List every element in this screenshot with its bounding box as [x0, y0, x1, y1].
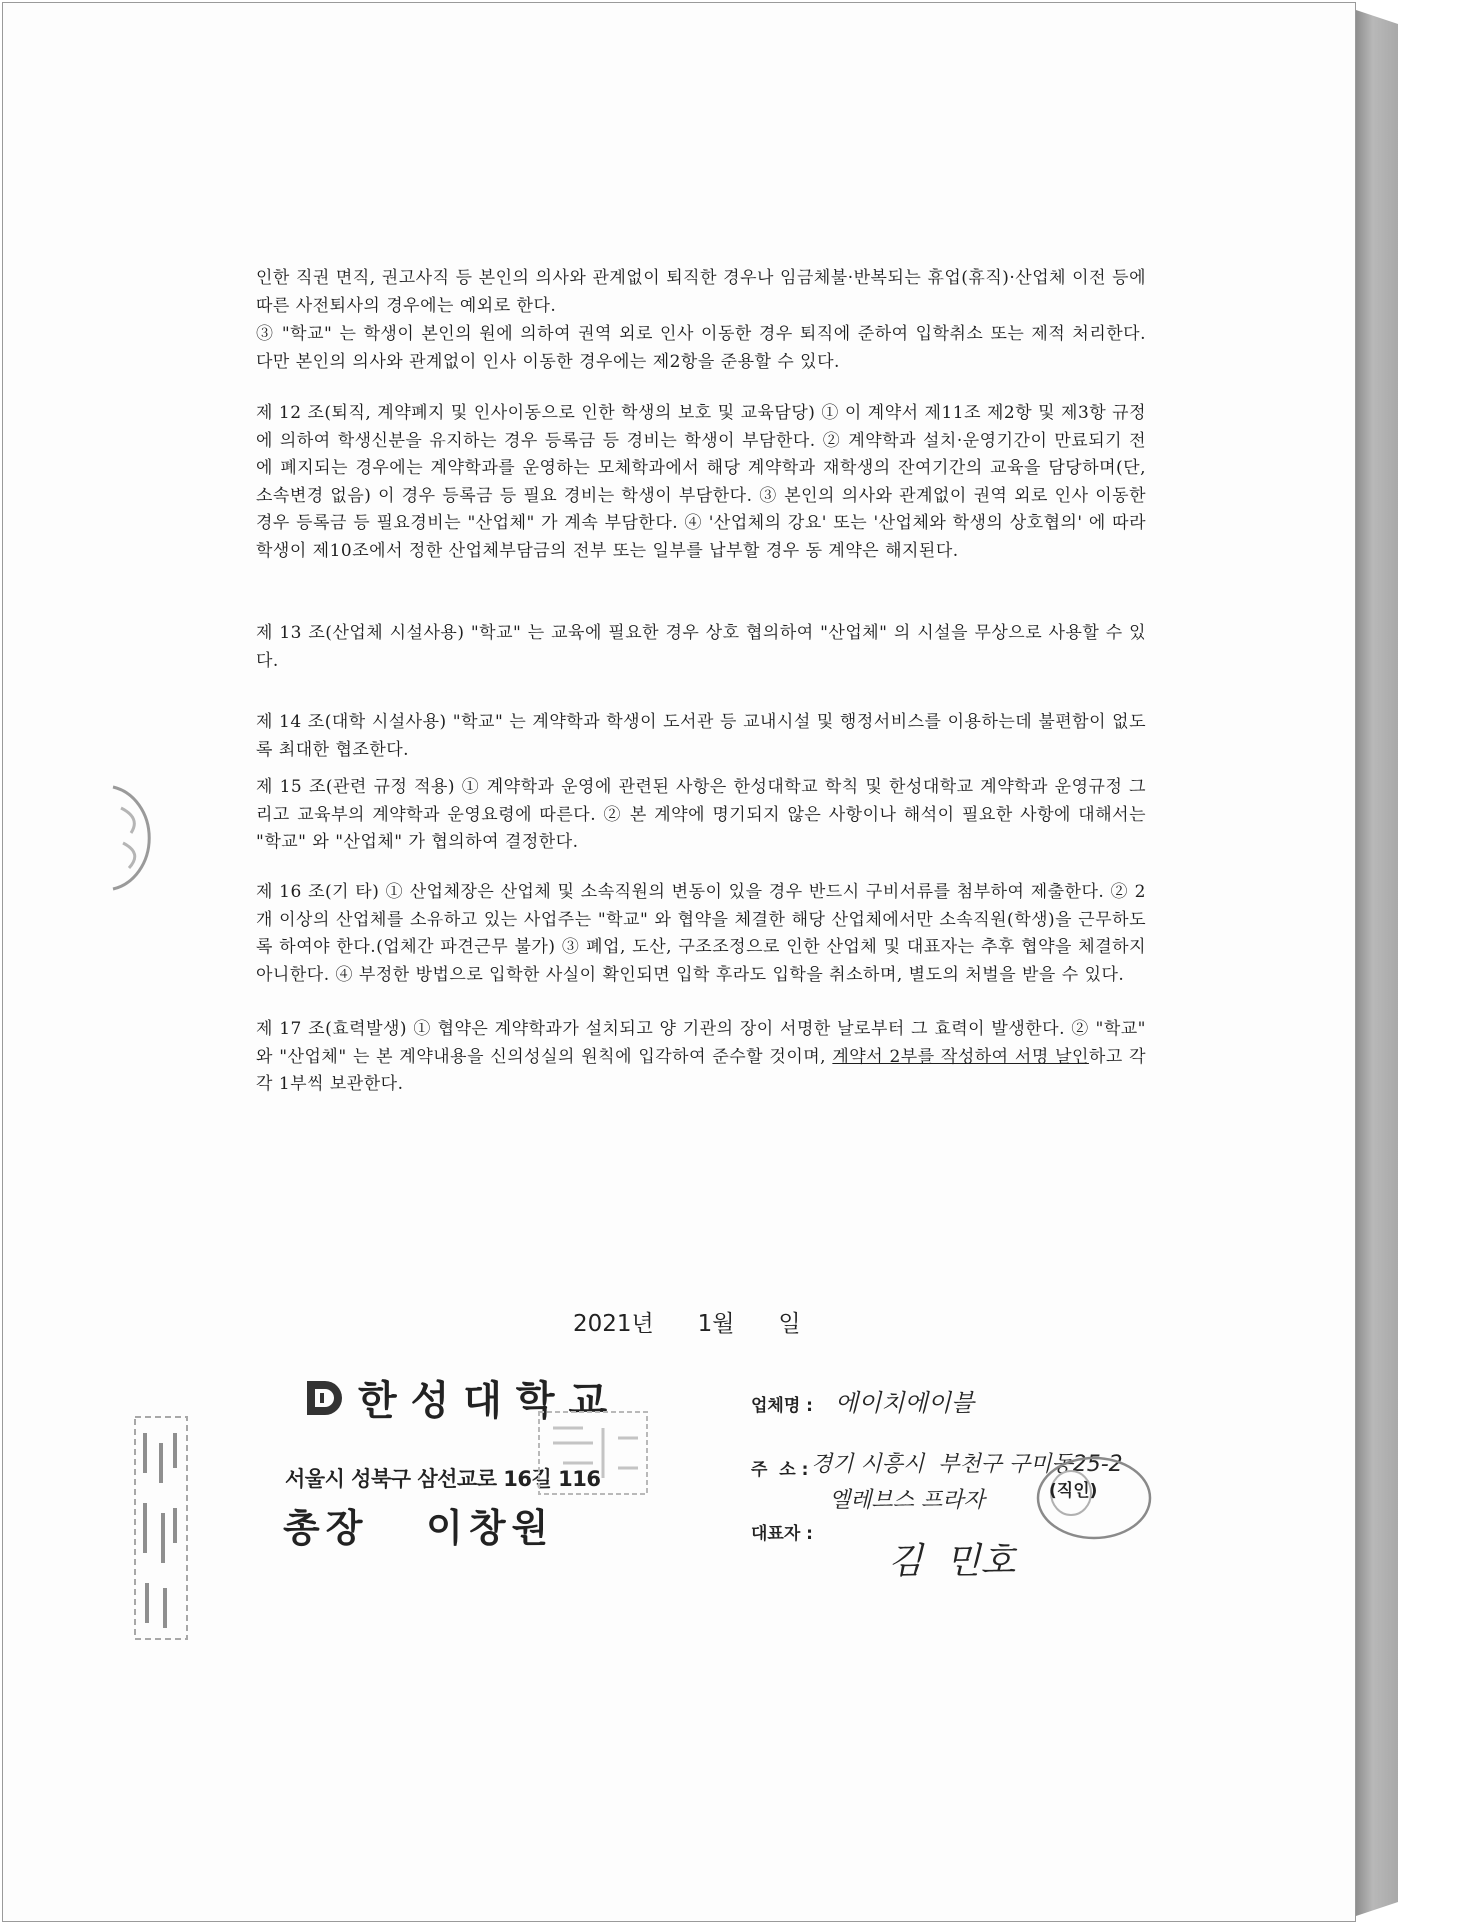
university-logo-icon [301, 1373, 351, 1423]
paragraph-article-15: 제 15 조(관련 규정 적용) ① 계약학과 운영에 관련된 사항은 한성대학교 학칙 및 한성대학교 계약학과 운영규정 그리고 교육부의 계약학과 운영요령에 따른다. ② 본 계약에 명기되지 않은 사항이나 해석이 필요한 사항에 대해서는 "학교" 와 "산업체" 가 협의하여 결정한다. [256, 777, 1146, 852]
representative-signature: 김 민호 [888, 1541, 1016, 1582]
document-page [2, 2, 1356, 1922]
paragraph-article-17 [256, 1016, 1146, 1099]
paragraph-art11-item3: ③ "학교" 는 학생이 본인의 원에 의하여 권역 외로 인사 이동한 경우 퇴직에 준하여 입학취소 또는 제적 처리한다. 다만 본인의 의사와 관계없이 인사 이동한 경우에는 제2항을 준용할 수 있다. [256, 324, 1146, 372]
date-line [573, 1305, 801, 1338]
paragraph-article-16: 제 16 조(기 타) ① 산업체장은 산업체 및 소속직원의 변동이 있을 경우 반드시 구비서류를 첨부하여 제출한다. ② 2개 이상의 산업체를 소유하고 있는 사업주는 "학교" 와 협약을 체결한 해당 산업체에서만 소속직원(학생)을 근무하도록 하여야 한다.(업체간 파견근무 불가) ③ 폐업, 도산, 구조조정으로 인한 산업체 및 대표자는 추후 협약을 체결하지 아니한다. ④ 부정한 방법으로 입학한 사실이 확인되면 입학 후라도 입학을 취소하며, 별도의 처벌을 받을 수 있다. [256, 882, 1146, 985]
paragraph-article-13: 제 13 조(산업체 시설사용) "학교" 는 교육에 필요한 경우 상호 협의하여 "산업체" 의 시설을 무상으로 사용할 수 있다. [256, 623, 1146, 671]
article-17-end: 하고 각각 1부씩 보관한다. [256, 1046, 1146, 1094]
paragraph-article-14: 제 14 조(대학 시설사용) "학교" 는 계약학과 학생이 도서관 등 교내시설 및 행정서비스를 이용하는데 불편함이 없도록 최대한 협조한다. [256, 712, 1146, 760]
paragraph-art11-continuation: 인한 직권 면직, 권고사직 등 본인의 의사와 관계없이 퇴직한 경우나 임금체불·반복되는 휴업(휴직)·산업체 이전 등에 따른 사전퇴사의 경우에는 예외로 한다. [256, 268, 1146, 316]
paragraph-article-12: 제 12 조(퇴직, 계약폐지 및 인사이동으로 인한 학생의 보호 및 교육담당) ① 이 계약서 제11조 제2항 및 제3항 규정에 의하여 학생신분을 유지하는 경우 등록금 등 경비는 학생이 부담한다. ② 계약학과 설치·운영기간이 만료되기 전에 폐지되는 경우에는 계약학과를 운영하는 모체학과에서 해당 계약학과 재학생의 잔여기간의 교육을 담당하며(단, 소속변경 없음) 이 경우 등록금 등 필요 경비는 학생이 부담한다. ③ 본인의 의사와 관계없이 권역 외로 인사 이동한 경우 등록금 등 필요경비는 "산업체" 가 계속 부담한다. ④ '산업체의 강요' 또는 '산업체와 학생의 상호협의' 에 따라 학생이 제10조에서 정한 산업체부담금의 전부 또는 일부를 납부할 경우 동 계약은 해지된다. [256, 403, 1146, 561]
page-edge-shadow [1356, 10, 1398, 1916]
margin-seal-top [111, 783, 161, 893]
date-month: 1월 [697, 1311, 735, 1337]
university-address: 서울시 성북구 삼선교로 16길 116 [285, 1467, 601, 1491]
company-seal-label: (직인) [1049, 1481, 1098, 1501]
company-address-label: 주 소 : [751, 1460, 809, 1480]
date-year: 2021년 [573, 1311, 654, 1337]
date-day: 일 [778, 1311, 801, 1337]
company-address-line-2: 엘레브스 프라자 [829, 1488, 985, 1513]
university-seal-stamp [533, 1408, 653, 1498]
margin-seal-bottom [131, 1413, 191, 1643]
company-address-line-1: 경기 시흥시 부천구 구미동25-2 [811, 1452, 1123, 1477]
university-president: 총장 이창원 [283, 1506, 555, 1550]
university-name: 한성대학교 [358, 1378, 622, 1424]
company-name-label: 업체명 : [751, 1396, 813, 1416]
representative-label: 대표자 : [751, 1524, 813, 1544]
article-17-underlined: 계약서 2부를 작성하여 서명 날인 [832, 1046, 1089, 1067]
company-name-value: 에이치에이블 [835, 1389, 975, 1417]
article-17-text: 제 17 조(효력발생) ① 협약은 계약학과가 설치되고 양 기관의 장이 서명한 날로부터 그 효력이 발생한다. ② "학교" 와 "산업체" 는 본 계약내용을 신의성실의 원칙에 입각하여 준수할 것이며, [256, 1019, 1146, 1067]
